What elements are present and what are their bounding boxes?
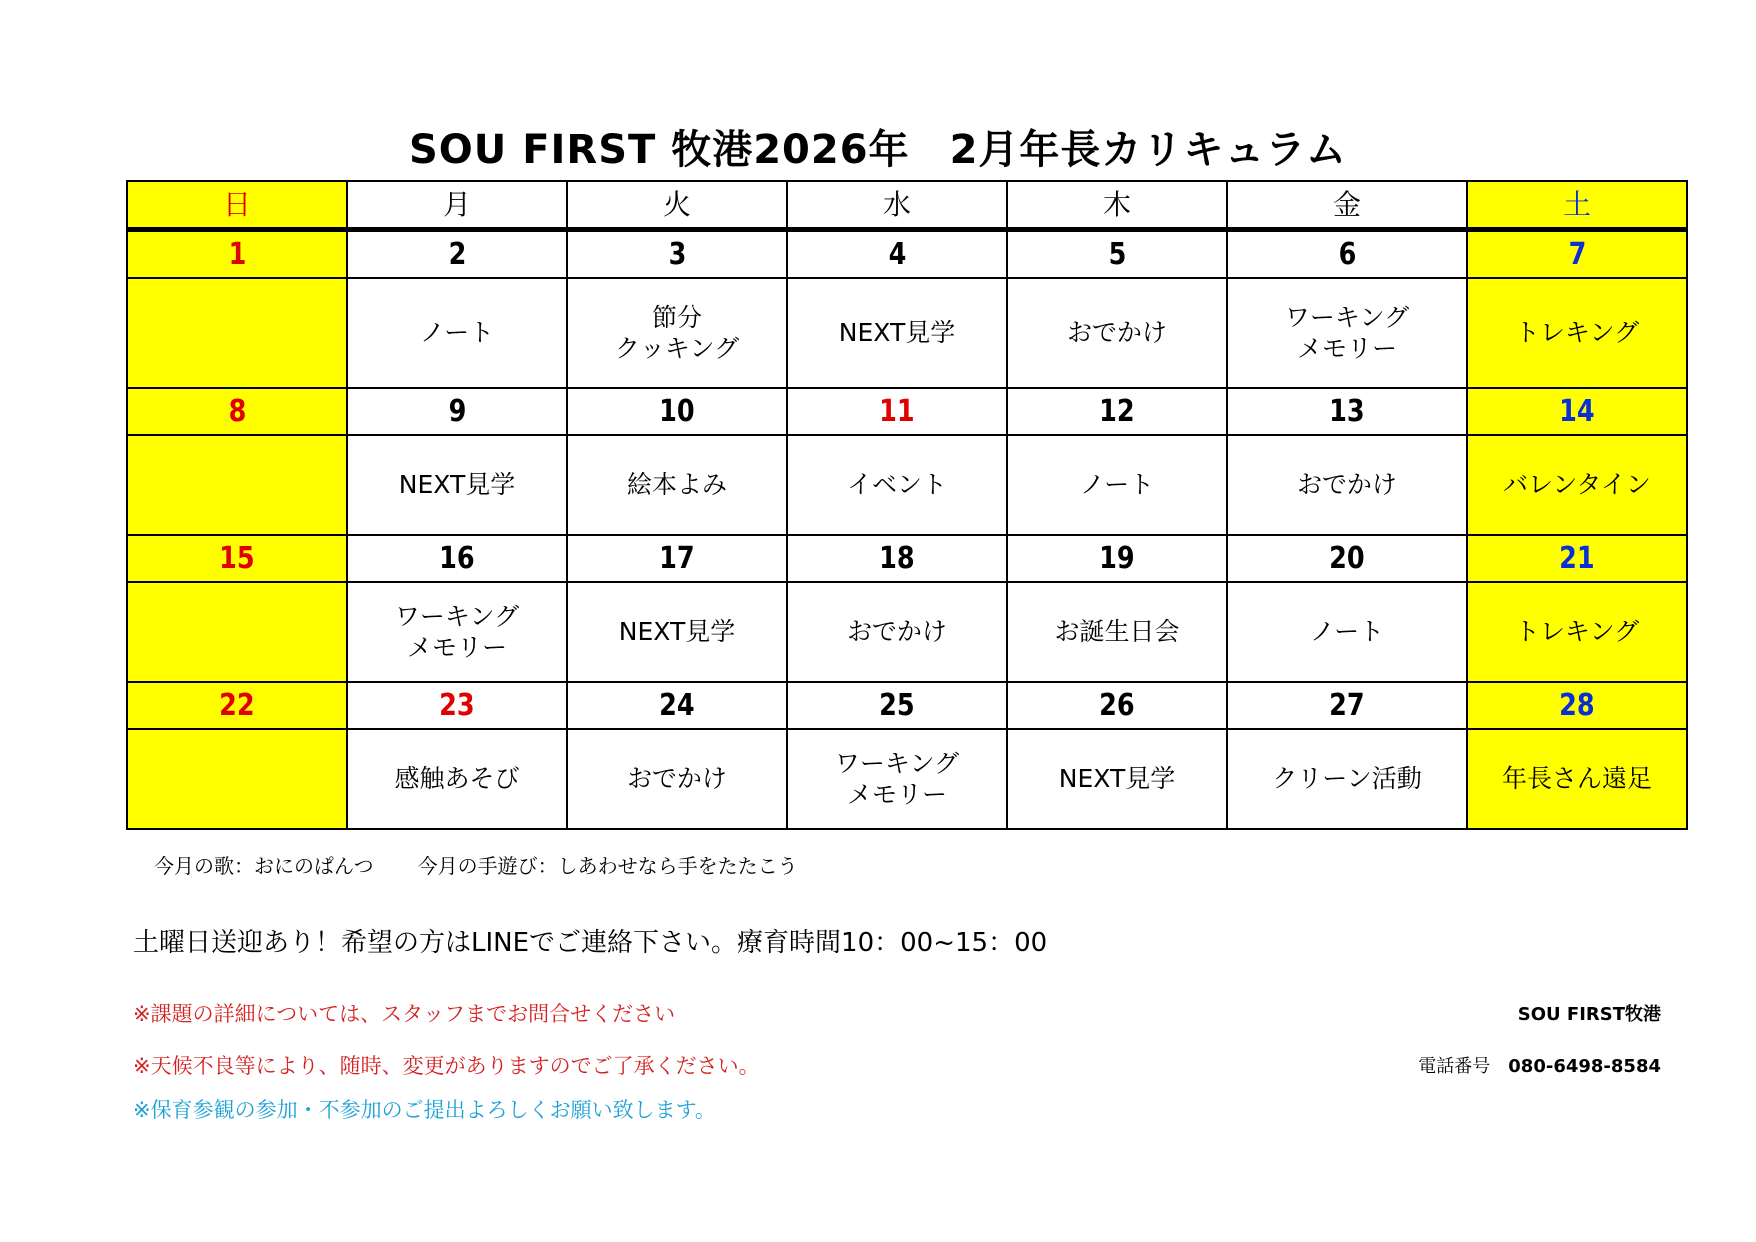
activity-cell: 年長さん遠足	[1467, 729, 1687, 829]
date-cell	[567, 388, 787, 435]
week-4-activities	[127, 729, 1687, 829]
date-cell	[567, 230, 787, 279]
weekday-sun: 日	[127, 181, 347, 230]
week-1-activities	[127, 278, 1687, 388]
date-cell	[787, 535, 1007, 582]
date-number: 15	[219, 540, 255, 576]
activity-cell	[127, 729, 347, 829]
activity-cell: ノート	[1007, 435, 1227, 535]
week-1-dates	[127, 230, 1687, 279]
date-number: 17	[659, 540, 695, 576]
activity-cell: トレキング	[1467, 582, 1687, 682]
weekday-tue: 火	[567, 181, 787, 230]
note-observation: ※保育参観の参加・不参加のご提出よろしくお願い致します。	[133, 1098, 716, 1122]
activity-cell: お誕生日会	[1007, 582, 1227, 682]
date-cell	[347, 535, 567, 582]
week-2-dates	[127, 388, 1687, 435]
activity-cell: 感触あそび	[347, 729, 567, 829]
week-3-dates	[127, 535, 1687, 582]
activity-cell: NEXT見学	[1007, 729, 1227, 829]
activity-cell: NEXT見学	[347, 435, 567, 535]
week-4-dates	[127, 682, 1687, 729]
date-cell	[1227, 535, 1467, 582]
activity-cell: トレキング	[1467, 278, 1687, 388]
page-title	[0, 118, 1756, 175]
date-cell	[1007, 388, 1227, 435]
date-cell	[1227, 682, 1467, 729]
date-cell	[1007, 230, 1227, 279]
weekday-mon: 月	[347, 181, 567, 230]
activity-cell: おでかけ	[1007, 278, 1227, 388]
date-number: 5	[1108, 236, 1126, 272]
monthly-hand-play: 今月の手遊び：しあわせなら手をたたこう	[417, 854, 798, 878]
date-cell	[347, 230, 567, 279]
note-inquiry: ※課題の詳細については、スタッフまでお問合せください	[133, 1002, 676, 1026]
weekday-header-row	[127, 181, 1687, 230]
note-weather: ※天候不良等により、随時、変更がありますのでご了承ください。	[133, 1054, 760, 1078]
date-number: 4	[888, 236, 906, 272]
phone-info	[1418, 1052, 1661, 1078]
date-cell	[347, 682, 567, 729]
activity-cell: ワーキング メモリー	[787, 729, 1007, 829]
date-number: 10	[659, 393, 695, 429]
activity-cell: 絵本よみ	[567, 435, 787, 535]
phone-label: 電話番号	[1418, 1056, 1491, 1077]
date-number: 7	[1568, 236, 1586, 272]
date-number: 20	[1329, 540, 1365, 576]
date-number: 11	[879, 393, 915, 429]
weekday-sat: 土	[1467, 181, 1687, 230]
weekday-fri: 金	[1227, 181, 1467, 230]
activity-cell	[127, 435, 347, 535]
date-number: 12	[1099, 393, 1135, 429]
date-cell	[347, 388, 567, 435]
activity-cell: ワーキング メモリー	[1227, 278, 1467, 388]
title-main: SOU FIRST 牧港2026年	[408, 127, 910, 173]
date-number: 22	[219, 687, 255, 723]
date-cell	[1467, 535, 1687, 582]
date-cell	[127, 230, 347, 279]
date-number: 9	[448, 393, 466, 429]
date-cell	[567, 535, 787, 582]
shop-name: SOU FIRST牧港	[1517, 1004, 1661, 1025]
date-number: 8	[228, 393, 246, 429]
date-number: 25	[879, 687, 915, 723]
activity-cell: クリーン活動	[1227, 729, 1467, 829]
date-cell	[127, 535, 347, 582]
date-number: 18	[879, 540, 915, 576]
title-month: 2月年長カリキュラム	[949, 127, 1347, 173]
date-number: 28	[1559, 687, 1595, 723]
activity-cell: 節分 クッキング	[567, 278, 787, 388]
date-cell	[1007, 535, 1227, 582]
date-number: 21	[1559, 540, 1595, 576]
date-number: 14	[1559, 393, 1595, 429]
activity-cell: バレンタイン	[1467, 435, 1687, 535]
activity-cell: おでかけ	[567, 729, 787, 829]
date-number: 1	[228, 236, 246, 272]
date-number: 27	[1329, 687, 1365, 723]
date-cell	[1467, 230, 1687, 279]
date-cell	[1227, 388, 1467, 435]
date-number: 24	[659, 687, 695, 723]
activity-cell: おでかけ	[1227, 435, 1467, 535]
activity-cell: NEXT見学	[787, 278, 1007, 388]
saturday-notice: 土曜日送迎あり！希望の方はLINEでご連絡下さい。療育時間10：00~15：00	[133, 928, 1048, 958]
date-number: 6	[1338, 236, 1356, 272]
date-cell	[127, 682, 347, 729]
activity-cell: ノート	[1227, 582, 1467, 682]
weekday-thu: 木	[1007, 181, 1227, 230]
date-number: 23	[439, 687, 475, 723]
date-number: 2	[448, 236, 466, 272]
activity-cell: おでかけ	[787, 582, 1007, 682]
date-number: 19	[1099, 540, 1135, 576]
monthly-songs	[154, 850, 798, 879]
date-cell	[787, 682, 1007, 729]
date-cell	[1227, 230, 1467, 279]
date-number: 26	[1099, 687, 1135, 723]
date-cell	[1007, 682, 1227, 729]
date-cell	[1467, 682, 1687, 729]
date-number: 13	[1329, 393, 1365, 429]
week-3-activities	[127, 582, 1687, 682]
calendar-table	[126, 180, 1688, 830]
date-number: 16	[439, 540, 475, 576]
date-number: 3	[668, 236, 686, 272]
activity-cell: ワーキング メモリー	[347, 582, 567, 682]
date-cell	[127, 388, 347, 435]
date-cell	[787, 230, 1007, 279]
activity-cell: イベント	[787, 435, 1007, 535]
weekday-wed: 水	[787, 181, 1007, 230]
activity-cell: NEXT見学	[567, 582, 787, 682]
monthly-song: 今月の歌：おにのぱんつ	[154, 854, 374, 878]
date-cell	[1467, 388, 1687, 435]
phone-number: 080-6498-8584	[1508, 1056, 1661, 1077]
activity-cell	[127, 278, 347, 388]
week-2-activities	[127, 435, 1687, 535]
activity-cell	[127, 582, 347, 682]
date-cell	[567, 682, 787, 729]
date-cell	[787, 388, 1007, 435]
activity-cell: ノート	[347, 278, 567, 388]
